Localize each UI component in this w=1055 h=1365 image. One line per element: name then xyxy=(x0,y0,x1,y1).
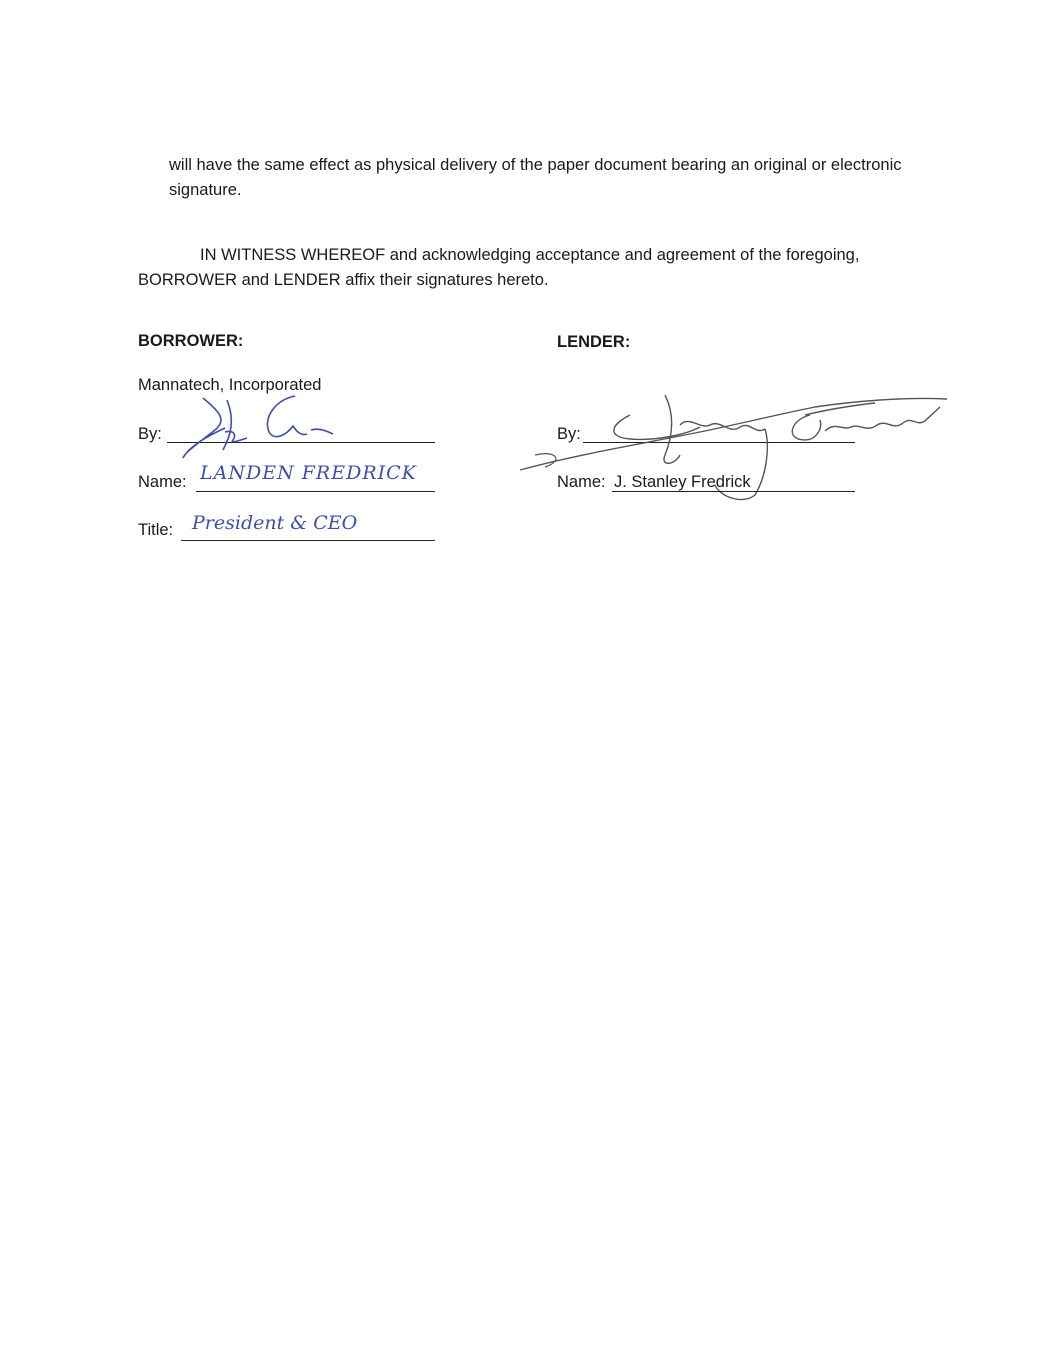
borrower-heading: BORROWER: xyxy=(138,332,244,350)
lender-name-label: Name: xyxy=(557,473,606,491)
borrower-company: Mannatech, Incorporated xyxy=(138,376,322,394)
closing-paragraph: will have the same effect as physical delivery of the paper document bearing an original or electronic signature. xyxy=(169,156,902,199)
borrower-title-label: Title: xyxy=(138,521,174,539)
borrower-name-label: Name: xyxy=(138,473,187,491)
lender-by-label: By: xyxy=(557,425,581,443)
lender-name-value: J. Stanley Fredrick xyxy=(614,473,751,491)
borrower-title-line xyxy=(181,540,435,541)
borrower-name-handwritten: LANDEN FREDRICK xyxy=(200,462,417,484)
borrower-signature xyxy=(165,390,345,465)
borrower-title-handwritten: President & CEO xyxy=(192,512,358,534)
lender-heading: LENDER: xyxy=(557,333,631,351)
witness-paragraph: IN WITNESS WHEREOF and acknowledging acceptance and agreement of the foregoing, BORROWER and LENDER affix their signatures hereto. xyxy=(138,246,860,289)
borrower-name-line xyxy=(196,491,435,492)
borrower-by-label: By: xyxy=(138,425,162,443)
